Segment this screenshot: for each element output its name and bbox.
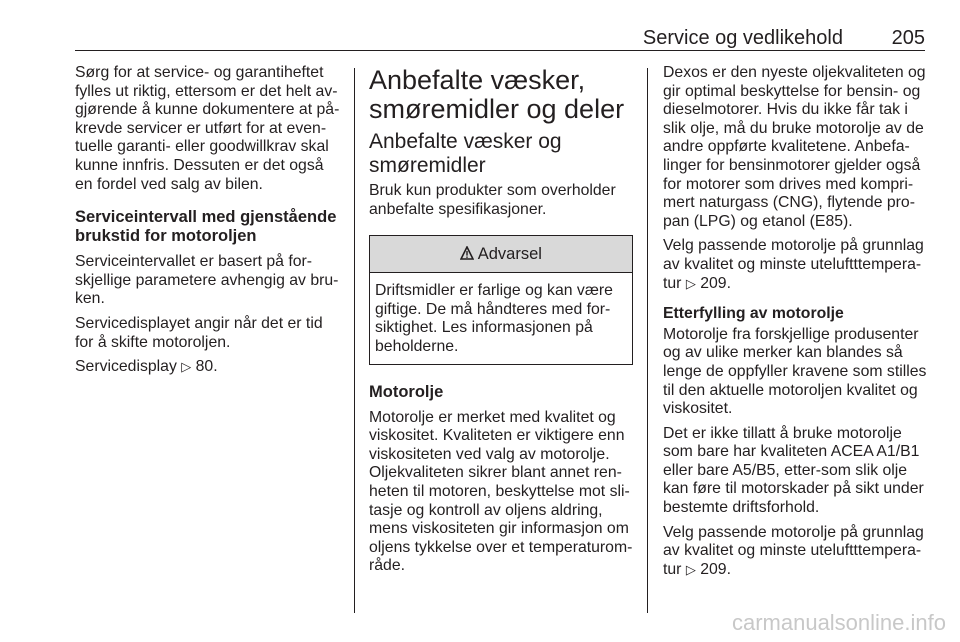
paragraph-mixing: Motorolje fra forskjellige produsenter og av ulike merker kan blandes så lenge de oppfyller kravene som stilles til den aktuelle motoroljen kvalitet og viskositet. xyxy=(663,325,927,418)
paragraph-use-products: Bruk kun produkter som overholder anbefalte spesifikasjoner. xyxy=(369,182,616,218)
heading-engine-oil: Motorolje xyxy=(369,382,444,401)
section-title: Service og vedlikehold xyxy=(642,27,843,49)
paragraph-choose-oil xyxy=(663,237,927,293)
subchapter-heading: Anbefalte væsker og smøremidler xyxy=(369,130,562,177)
paragraph-oil-quality: Motorolje er merket med kvalitet og viskositet. Kvaliteten er viktigere enn viskositeten ved valg av motorolje. Oljekvaliteten sikrer blant annet ren-heten til motoren, beskyttelse mot sli-tasje og kontroll av oljens aldring, mens viskositeten gir informasjon om oljens tykkelse over et temperaturom-råde. xyxy=(369,408,633,575)
column-3 xyxy=(663,64,927,585)
choose-oil-text: Velg passende motorolje på grunnlag av kvalitet og minste uteluftttempera-tur xyxy=(663,523,924,578)
page-header xyxy=(75,14,925,51)
watermark: carmanualsonline.info xyxy=(731,610,946,635)
paragraph-service-book: Sørg for at service- og garantiheftet fylles ut riktig, ettersom er det helt av-gjørende å kunne dokumentere at på-krevde servicer er utført for at even-tuelle garanti- eller goodwillkrav skal kunne innfris. Dessuten er det også en fordel ved salg av bilen. xyxy=(75,64,340,193)
heading-service-interval: Serviceintervall med gjenstående brukstid for motoroljen xyxy=(75,208,337,246)
warning-body: Driftsmidler er farlige og kan være giftige. De må håndteres med for-siktighet. Les informasjonen på beholderne. xyxy=(375,282,613,355)
warning-title: Advarsel xyxy=(477,245,542,264)
warning-triangle-icon xyxy=(460,245,478,263)
choose-oil-text: Velg passende motorolje på grunnlag av kvalitet og minste uteluftttempera-tur xyxy=(663,237,924,292)
paragraph-service-display: Servicedisplayet angir når det er tid for å skifte motoroljen. xyxy=(75,314,323,351)
paragraph-interval-basis: Serviceintervallet er basert på for-skjellige parametere avhengig av bru-ken. xyxy=(75,253,339,308)
paragraph-choose-oil-2 xyxy=(663,524,927,580)
column-divider-1 xyxy=(354,68,355,613)
paragraph-acea: Det er ikke tillatt å bruke motorolje som bare har kvaliteten ACEA A1/B1 eller bare A5/B5, etter-som slik olje kan føre til motorskader på sikt under bestemte driftsforhold. xyxy=(663,424,924,517)
column-1 xyxy=(75,64,343,383)
page-ref-icon: ▷ xyxy=(685,275,696,291)
warning-header xyxy=(370,236,632,273)
warning-box xyxy=(369,235,633,364)
paragraph-display-ref xyxy=(75,358,343,377)
chapter-heading: Anbefalte væsker, smøremidler og deler xyxy=(369,65,625,124)
ref-label: Servicedisplay xyxy=(75,358,177,376)
heading-oil-refill: Etterfylling av motorolje xyxy=(663,305,844,323)
page-ref-link[interactable]: 209. xyxy=(700,274,731,292)
page-ref-icon: ▷ xyxy=(685,561,696,577)
page-ref-icon: ▷ xyxy=(181,359,192,375)
page-ref-link[interactable]: 209. xyxy=(700,560,731,578)
column-divider-2 xyxy=(647,68,648,613)
column-2 xyxy=(369,64,633,582)
page-ref-link[interactable]: 80. xyxy=(195,358,218,376)
paragraph-dexos: Dexos er den nyeste oljekvaliteten og gir optimal beskyttelse for bensin- og dieselmotorer. Hvis du ikke får tak i slik olje, må du bruke motorolje av de andre oppførte kvalitetene. Anbefa-linger for bensinmotorer gjelder også for motorer som drives med kompri-mert naturgass (CNG), flytende pro-pan (LPG) og etanol (E85). xyxy=(663,64,926,230)
page-number: 205 xyxy=(891,27,925,49)
